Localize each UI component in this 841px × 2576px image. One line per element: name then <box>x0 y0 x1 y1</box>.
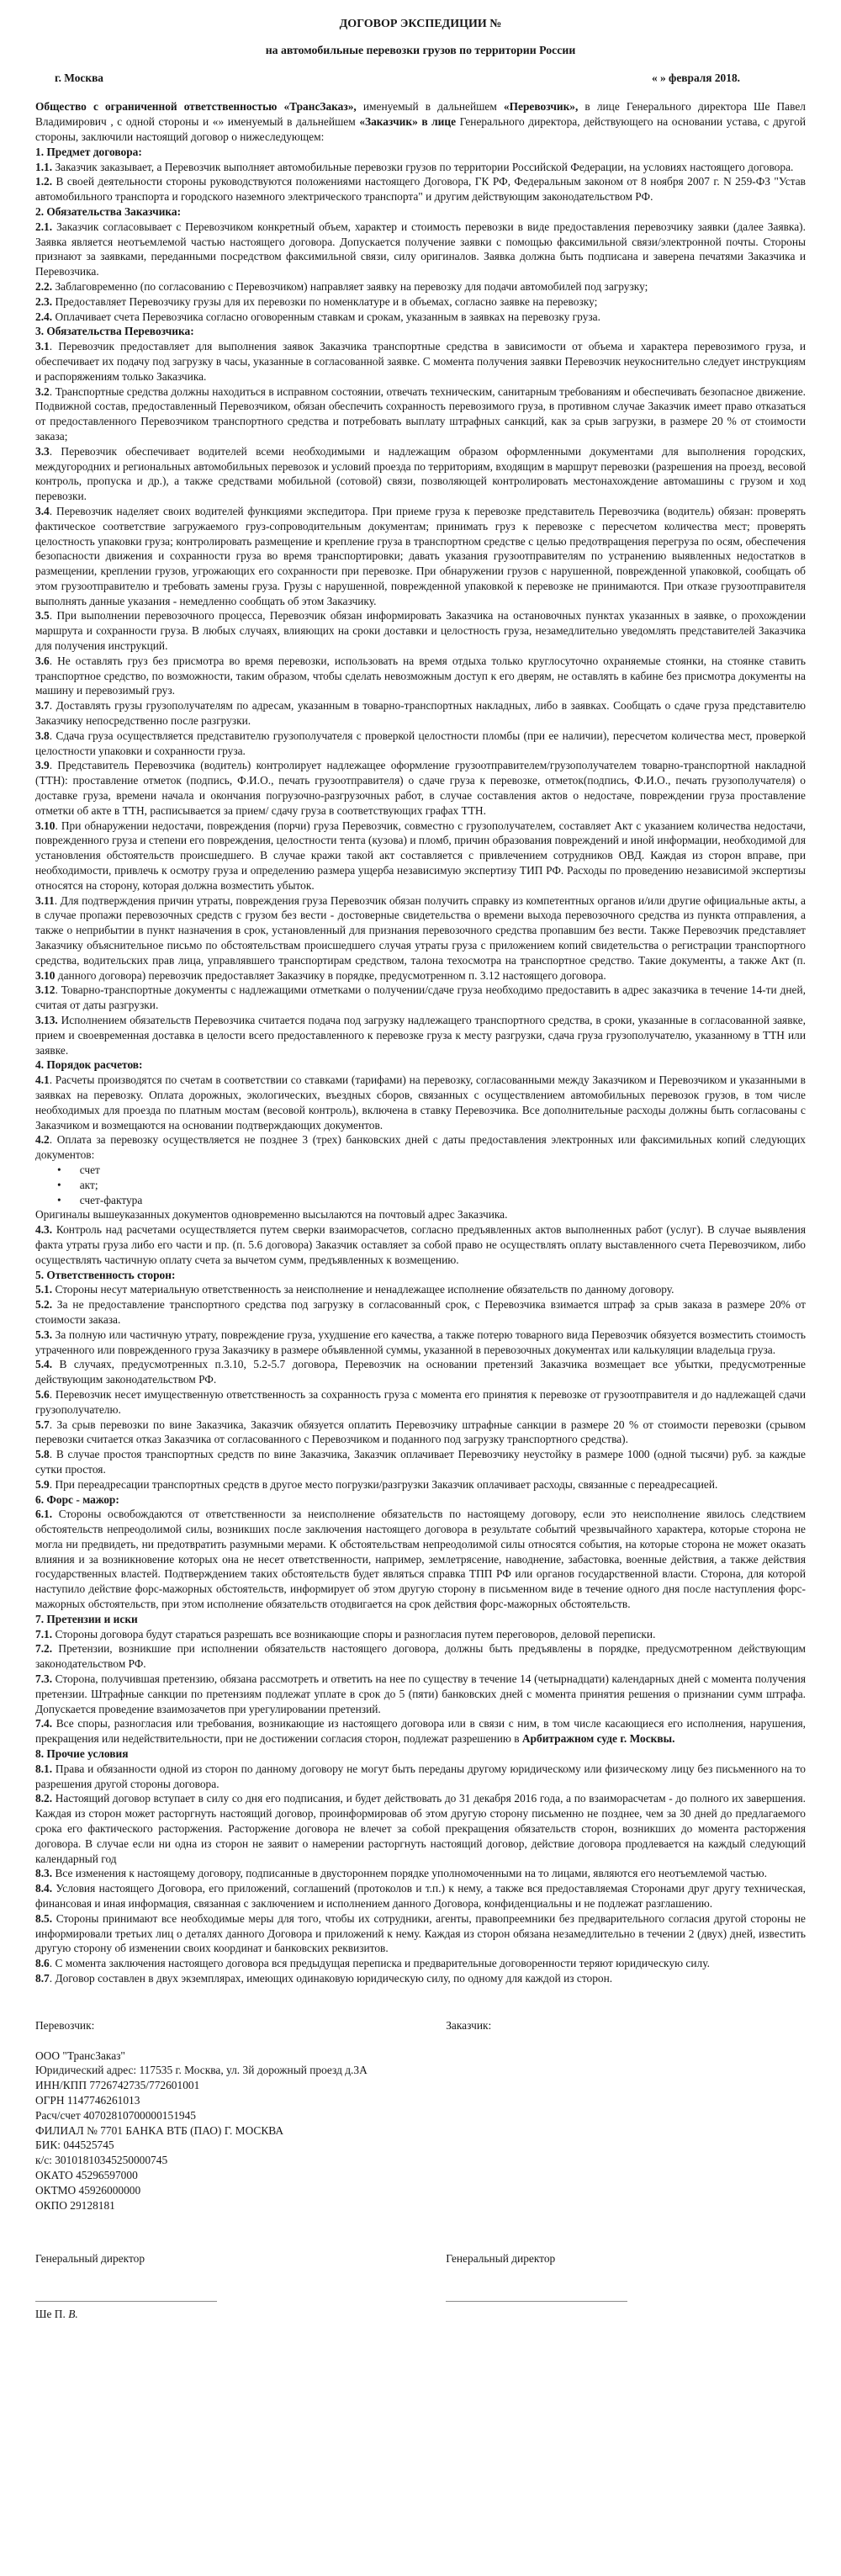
section-heading: 5. Ответственность сторон: <box>35 1268 176 1281</box>
bullet-item: • счет <box>57 1163 100 1176</box>
paragraph: 3.6. Не оставлять груз без присмотра во время перевозки, использовать на время отдыха только круглосуточно охраняемые стоянки, на стоянке ставить транспортное средство, по возможности, таким образом, чтобы сделать невозможным доступ к его дверям, не оставлять в кабине без присмотра документы на машину и перевозимый груз. <box>35 654 806 697</box>
paragraph: 8.3. Все изменения к настоящему договору, подписанные в двустороннем порядке уполномоченными на то лицами, являются его неотъемлемой частью. <box>35 1867 767 1880</box>
city-label: г. Москва <box>55 71 104 84</box>
paragraph: 3.1. Перевозчик предоставляет для выполнения заявок Заказчика транспортные средства в зависимости от объема и характера перевозимого груза, и обеспечивает их подачу под загрузку в часы, указанные в согласованной заявке. С момента получения заявки Перевозчик неукоснительно следует инструкциям и распоряжениям только Заказчика. <box>35 340 806 383</box>
paragraph: 3.7. Доставлять грузы грузополучателям по адресам, указанным в товарно-транспортных накладных, либо в заявках. Сообщать о сдаче груза представителю Заказчику непосредственно после разгрузки. <box>35 699 806 728</box>
document-body <box>35 99 806 1985</box>
customer-signature-line <box>446 2300 627 2302</box>
carrier-signature-line <box>35 2300 217 2302</box>
paragraph: 5.4. В случаях, предусмотренных п.3.10, 5.2-5.7 договора, Перевозчик на основании претензий Заказчика возмещает все убытки, предусмотренные действующим законодательством РФ. <box>35 1358 806 1386</box>
director-titles-row <box>35 2251 806 2266</box>
signature-lines-row <box>35 2300 806 2302</box>
paragraph: 8.4. Условия настоящего Договора, его приложений, соглашений (протоколов и т.п.) к нему, а также вся предоставляемая Сторонами друг другу техническая, финансовая и иная информация, связанная с заключением и исполнением данного Договора, конфиденциальны и не подлежат разглашению. <box>35 1882 806 1911</box>
carrier-signature-name: Ше П. В. <box>35 2308 78 2321</box>
requisite-line: ОКТМО 45926000000 <box>35 2183 141 2197</box>
carrier-requisites <box>35 2049 806 2213</box>
requisite-line: ИНН/КПП 7726742735/772601001 <box>35 2079 200 2092</box>
paragraph: 3.8. Сдача груза осуществляется представителю грузополучателя с проверкой целостности пломбы (при ее наличии), пересчетом количества мест, проверкой целостности упаковки и сохранности груза. <box>35 729 806 757</box>
section-heading: 1. Предмет договора: <box>35 145 142 158</box>
paragraph: 2.2. Заблаговременно (по согласованию с Перевозчиком) направляет заявку на перевозку для подачи автомобилей под загрузку; <box>35 279 648 293</box>
section-heading: 6. Форс - мажор: <box>35 1492 119 1506</box>
customer-signature-name <box>446 2307 806 2322</box>
paragraph: 4.2. Оплата за перевозку осуществляется не позднее 3 (трех) банковских дней с даты предоставления электронных или факсимильных копий следующих документов: <box>35 1133 806 1162</box>
paragraph: 3.11. Для подтверждения причин утраты, повреждения груза Перевозчик обязан получить справку из компетентных органов и/или другие официальные акты, а в случае пропажи перевозочных средств с грузом без вести - достоверные свидетельства о времени выхода перевозочного средства из пункта отправления, а также о неприбытии в пункт назначения в срок, установленный для признания перевозочного средства пропавшим без вести. Также Перевозчик представляет Заказчику объяснительное письмо по обстоятельствам происшедшего случая утраты груза с приложением копий свидетельства о регистрации транспортного средства, водительских прав лица, управлявшего транспортирам средством, талона техосмотра на транспортное средство. Такие документы, а также Акт (п. 3.10 данного договора) перевозчик предоставляет Заказчику в порядке, предусмотренном п. 3.12 настоящего договора. <box>35 893 806 982</box>
carrier-label: Перевозчик: <box>35 2018 95 2032</box>
customer-label: Заказчик: <box>446 2018 492 2032</box>
document-subtitle: на автомобильные перевозки грузов по территории России <box>265 43 576 56</box>
requisite-line: ОКАТО 45296597000 <box>35 2168 138 2181</box>
paragraph: 3.10. При обнаружении недостачи, повреждения (порчи) груза Перевозчик, совместно с грузополучателем, составляет Акт с указанием количества недостачи, поврежденного груза и степени его повреждения, целостности тента (кузова) и пломб, причин образования повреждений и иной информации, необходимой для установления обстоятельств происшедшего. В случае кражи такой акт составляется с привлечением сотрудников ОВД. Каждая из сторон вправе, при необходимости, привлечь к осмотру груза и определению размера ущерба независимую экспертизу ТИП РФ. Расходы по проведению независимой экспертизы относятся на сторону, которая должна возместить убыток. <box>35 819 806 892</box>
bullet-item: • счет-фактура <box>57 1193 143 1206</box>
paragraph: 5.3. За полную или частичную утрату, повреждение груза, ухудшение его качества, а также потерю товарного вида Перевозчик обязуется возместить стоимость утраченного или поврежденного груза Заказчику в размере объявленной суммы, указанной в перевозочных документах или калькуляции владельца груза. <box>35 1328 806 1356</box>
bullet-item: • акт; <box>57 1178 98 1191</box>
party-labels-row <box>35 2018 806 2033</box>
bullet-dot-icon: • <box>57 1178 61 1191</box>
paragraph: 5.2. За не предоставление транспортного средства под загрузку в согласованный срок, с Перевозчика взимается штраф за срыв заказа в размере 20% от стоимости заказа. <box>35 1298 806 1326</box>
paragraph: 6.1. Стороны освобождаются от ответственности за неисполнение обязательств по настоящему договору, если это неисполнение явилось следствием обстоятельств непреодолимой силы, возникших после заключения настоящего договора в результате событий чрезвычайного характера, которые сторона не могла ни предвидеть, ни предотвратить разумными мерами. К обстоятельствам непреодолимой силы относятся события, на которые сторона не может оказать влияния и за возникновение которых она не несет ответственности, например, землетрясение, наводнение, забастовка, военные действия, а также действия государственных властей. Подтверждением таких обстоятельств будет являться справка ТПП РФ или органов государственной власти. Сторона, для которой наступило действие форс-мажорных обстоятельств, информирует об этом другую сторону в письменном виде в течение одного дня после наступления форс-мажорных обстоятельств, при этом исполнение обязательств отодвигается на срок действия форс-мажорных обстоятельств. <box>35 1508 806 1611</box>
requisite-line: ОГРН 1147746261013 <box>35 2093 140 2107</box>
requisite-line: БИК: 044525745 <box>35 2139 114 2152</box>
paragraph: 1.2. В своей деятельности стороны руководствуются положениями настоящего Договора, ГК РФ, Федеральным законом от 8 ноября 2007 г. N 259-ФЗ "Устав автомобильного транспорта и городского наземного электрического транспорта" и другим действующим законодательством РФ. <box>35 175 806 204</box>
paragraph: 7.1. Стороны договора будут стараться разрешать все возникающие споры и разногласия путем переговоров, деловой переписки. <box>35 1627 656 1640</box>
date-label: « » февраля 2018. <box>651 71 740 84</box>
requisite-line: ОКПО 29128181 <box>35 2198 115 2212</box>
requisite-line: Расч/счет 40702810700000151945 <box>35 2108 196 2122</box>
requisite-line: ООО "ТрансЗаказ" <box>35 2049 125 2062</box>
section-heading: 8. Прочие условия <box>35 1747 129 1761</box>
paragraph: 8.6. С момента заключения настоящего договора вся предыдущая переписка и предварительные договоренности теряют юридическую силу. <box>35 1957 710 1970</box>
signature-names-row <box>35 2307 806 2322</box>
paragraph: Оригиналы вышеуказанных документов одновременно высылаются на почтовый адрес Заказчика. <box>35 1208 508 1222</box>
paragraph: 8.5. Стороны принимают все необходимые меры для того, чтобы их сотрудники, агенты, правопреемники без предварительного согласия другой стороны не информировали третьих лиц о деталях данного Договора и приложений к нему. Каждая из сторон обязана незамедлительно в течении 2 (двух) дней, известить другую сторону об изменении своих координат и банковских реквизитов. <box>35 1911 806 1955</box>
paragraph: 5.8. В случае простоя транспортных средств по вине Заказчика, Заказчик оплачивает Перевозчику неустойку в размере 1000 (одной тысячи) руб. за каждые сутки простоя. <box>35 1448 806 1476</box>
section-heading: 4. Порядок расчетов: <box>35 1058 143 1072</box>
paragraph: 3.9. Представитель Перевозчика (водитель) контролирует надлежащее оформление грузоотправителем/грузополучателем товарно-транспортной накладной (ТТН): проставление отметок (подпись, Ф.И.О., печать грузоотправителя) о сдаче груза к перевозке, отметок(подпись, Ф.И.О., печать грузополучателя) о доставке груза, времени начала и окончания погрузочно-разгрузочных работ, в случае составления актов о недостаче, повреждении груза проставление отметки об акте в ТТН, расписывается за прием/ сдачу груза в соответствующих графах ТТН. <box>35 759 806 817</box>
paragraph: 3.5. При выполнении перевозочного процесса, Перевозчик обязан информировать Заказчика на остановочных пунктах указанных в заявке, о прохождении маршрута и сохранности груза. В любых случаях, влияющих на сроки доставки и целостность груза, незамедлительно уведомлять представителей Заказчика для получения инструкций. <box>35 609 806 653</box>
paragraph: 3.12. Товарно-транспортные документы с надлежащими отметками о получении/сдаче груза необходимо предоставить в адрес заказчика в течение 14-ти дней, считая от даты разгрузки. <box>35 983 806 1012</box>
paragraph: 5.1. Стороны несут материальную ответственность за неисполнение и ненадлежащее исполнение обязательств по данному договору. <box>35 1283 674 1296</box>
paragraph: 7.4. Все споры, разногласия или требования, возникающие из настоящего договора или в связи с ним, в том числе касающиеся его исполнения, нарушения, прекращения или недействительности, при не достижении согласия сторон, подлежат разрешению в Арбитражном суде г. Москвы. <box>35 1717 806 1746</box>
paragraph: 1.1. Заказчик заказывает, а Перевозчик выполняет автомобильные перевозки грузов по территории Российской Федерации, на условиях настоящего договора. <box>35 160 794 173</box>
paragraph: 3.3. Перевозчик обеспечивает водителей всеми необходимыми и надлежащим образом оформленными документами для выполнения городских, междугородних и региональных автомобильных перевозок и условий проезда по территориям, входящим в маршрут перевозки (разрешения на проезд, весовой контроль, пропуска и др.), а также средствами мобильной (сотовой) связи, позволяющей контролировать местонахождение автомашины с грузом и ход перевозки. <box>35 444 806 503</box>
requisite-line: Юридический адрес: 117535 г. Москва, ул. 3й дорожный проезд д.3А <box>35 2064 368 2077</box>
requisite-line: к/с: 30101810345250000745 <box>35 2154 168 2167</box>
paragraph: 3.4. Перевозчик наделяет своих водителей функциями экспедитора. При приеме груза к перевозке представитель Перевозчика (водитель) обязан: проверять фактическое соответствие загружаемого груз-сопроводительным документам; принимать груз к перевозке с пересчетом количества мест; проверять целостность упаковки груза; контролировать размещение и крепление груза в транспортном средстве с целью предотвращения перегруза по осям, обеспечения безопасности движения и сохранности груза во время транспортировки; давать указания грузоотправителям по устранению выявленных недостатков в размещении, креплении грузов, угрожающих его сохранности при перевозке. При обнаружении грузов с нарушенной, поврежденной упаковкой, сообщать об этом грузоотправителю и требовать замены груза. Грузы с нарушенной, поврежденной упаковкой к перевозке не принимаются. При отказе грузоотправителя выполнять данные указания - немедленно сообщать об этом Заказчику. <box>35 504 806 607</box>
carrier-director-title: Генеральный директор <box>35 2252 145 2266</box>
paragraph: 3.13. Исполнением обязательств Перевозчика считается подача под загрузку надлежащего транспортного средства, в сроки, указанные в согласованной заявке, прием и своевременная доставка в целости всего предоставленного к перевозке груза к месту разгрузки, сдача груза грузополучателю, указанному в ТТН или заявке. <box>35 1014 806 1057</box>
paragraph: 5.9. При переадресации транспортных средств в другое место погрузки/разгрузки Заказчик оплачивает расходы, связанные с переадресацией. <box>35 1477 718 1491</box>
paragraph: 7.3. Сторона, получившая претензию, обязана рассмотреть и ответить на нее по существу в течение 14 (четырнадцати) календарных дней с момента получения претензии. Штрафные санкции по претензиям подлежат уплате в срок до 5 (пяти) банковских дней с момента принятия решения о признании сумм штрафа. Допускается проведение взаимозачетов при урегулировании претензий. <box>35 1672 806 1715</box>
paragraph: 5.7. За срыв перевозки по вине Заказчика, Заказчик обязуется оплатить Перевозчику штрафные санкции в размере 20 % от стоимости перевозки (срывом перевозки считается отказ Заказчика от согласованного с Перевозчиком и поданного под загрузку транспортного средства). <box>35 1418 806 1446</box>
signature-block <box>35 2018 806 2322</box>
requisite-line: ФИЛИАЛ № 7701 БАНКА ВТБ (ПАО) Г. МОСКВА <box>35 2123 284 2137</box>
paragraph: 8.1. Права и обязанности одной из сторон по данному договору не могут быть переданы другому юридическому или физическому лицу без письменного на то разрешения другой стороны договора. <box>35 1762 806 1790</box>
paragraph: 5.6. Перевозчик несет имущественную ответственность за сохранность груза с момента его принятия к перевозке от грузоотправителя и до надлежащей сдачи грузополучателю. <box>35 1387 806 1416</box>
paragraph: 2.1. Заказчик согласовывает с Перевозчиком конкретный объем, характер и стоимость перевозки в виде предоставления перевозчику заявки (далее Заявка). Заявка является неотъемлемой частью настоящего договора. Допускается получение заявки с помощью факсимильной связи/электронной почты. Стороны признают за заявками, переданными посредством факсимильной связи, силу оригиналов. Заявка должна быть подписана и заверена печатями Заказчика и Перевозчика. <box>35 220 806 278</box>
paragraph: Общество с ограниченной ответственностью «ТрансЗаказ», именуемый в дальнейшем «Перевозчик», в лице Генерального директора Ше Павел Владимирович , с одной стороны и «» именуемый в дальнейшем «Заказчик» в лице Генерального директора, действующего на основании устава, с другой стороны, заключили настоящий договор о нижеследующем: <box>35 100 806 143</box>
paragraph: 4.3. Контроль над расчетами осуществляется путем сверки взаиморасчетов, согласно предъявленных актов выполненных работ (услуг). В случае выявления факта утраты груза либо его части и пр. (п. 5.6 договора) Заказчик оставляет за собой право не осуществлять оплату выставленного счета Перевозчиком, либо осуществлять частичную оплату счета за вычетом сумм, предъявленных к возмещению. <box>35 1223 806 1266</box>
section-heading: 2. Обязательства Заказчика: <box>35 204 182 218</box>
bullet-dot-icon: • <box>57 1193 61 1206</box>
paragraph: 3.2. Транспортные средства должны находиться в исправном состоянии, отвечать техническим, санитарным требованиям и обеспечивать безопасное движение. Подвижной состав, предоставленный Перевозчиком, обязан обеспечить сохранность перевозимого груза, в противном случае Заказчик имеет право отказаться от предоставленного Перевозчиком транспортного средства и потребовать выплату штрафных санкций, как за срыв загрузки, в размере 20 % от стоимости заказа; <box>35 384 806 443</box>
paragraph: 7.2. Претензии, возникшие при исполнении обязательств настоящего договора, должны быть предъявлены в порядке, предусмотренном действующим законодательством РФ. <box>35 1642 806 1671</box>
paragraph: 8.7. Договор составлен в двух экземплярах, имеющих одинаковую юридическую силу, по одному для каждой из сторон. <box>35 1972 613 1985</box>
customer-director-title: Генеральный директор <box>446 2252 556 2266</box>
city-date-row <box>35 71 806 86</box>
paragraph: 2.3. Предоставляет Перевозчику грузы для их перевозки по номенклатуре и в объемах, согласно заявке на перевозку; <box>35 294 598 308</box>
section-heading: 7. Претензии и иски <box>35 1612 138 1625</box>
section-heading: 3. Обязательства Перевозчика: <box>35 325 194 338</box>
paragraph: 2.4. Оплачивает счета Перевозчика согласно оговоренным ставкам и срокам, указанным в заявках на перевозку груза. <box>35 310 600 323</box>
paragraph: 4.1. Расчеты производятся по счетам в соответствии со ставками (тарифами) на перевозку, согласованными между Заказчиком и Перевозчиком и указанными в заявках на перевозку. Оплата дорожных, экологических, въездных сборов, связанных с осуществлением автомобильных перевозок грузов, в том числе необходимых для проезда по платным мостам (весовой контроль), включена в ставку Перевозчика. Все дополнительные расходы должны быть согласованы с Заказчиком и возмещаются на основании подтверждающих документов. <box>35 1073 806 1132</box>
paragraph: 8.2. Настоящий договор вступает в силу со дня его подписания, и будет действовать до 31 декабря 2016 года, а по взаиморасчетам - до полного их завершения. Каждая из сторон может расторгнуть настоящий договор, проинформировав об этом другую сторону письменно не позднее, чем за 30 дней до предлагаемого срока его фактического расторжения. Расторжение договора не влечет за собой прекращения обязательств сторон, возникших до момента расторжения договора. В случае если ни одна из сторон не заявит о намерении расторгнуть настоящий договор, действие договора продлевается на каждый следующий календарный год <box>35 1792 806 1865</box>
bullet-dot-icon: • <box>57 1163 61 1176</box>
document-title: ДОГОВОР ЭКСПЕДИЦИИ № <box>339 18 502 30</box>
